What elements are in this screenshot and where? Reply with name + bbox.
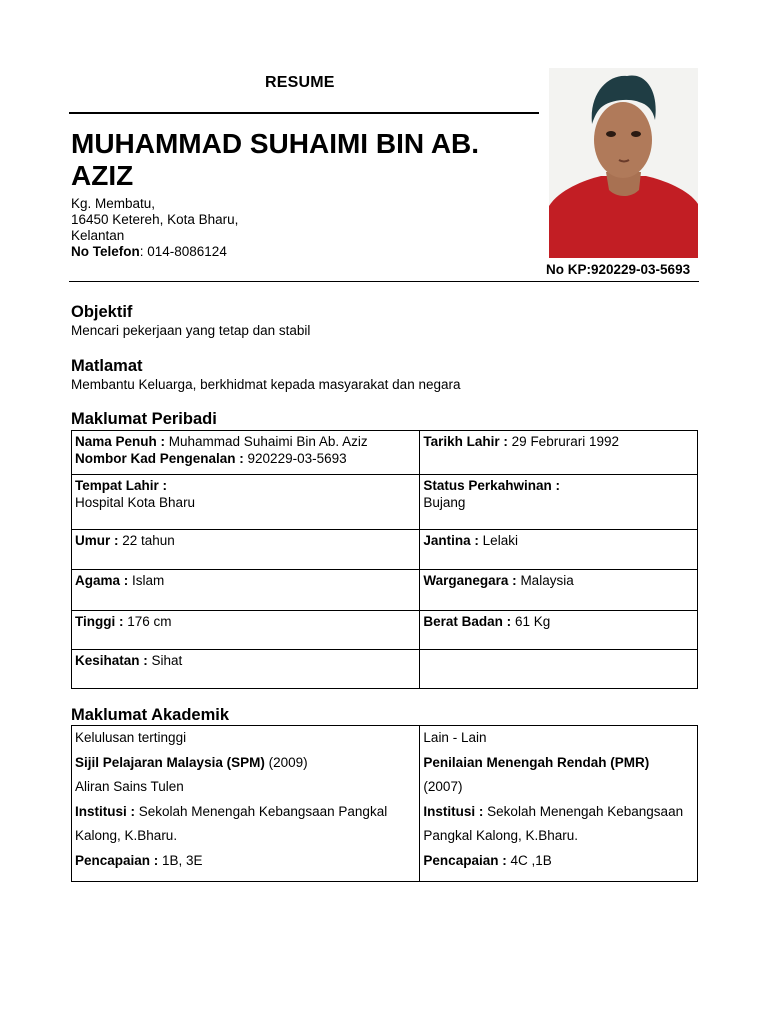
table-cell <box>72 431 420 475</box>
matlamat-heading: Matlamat <box>71 357 143 375</box>
agama-label: Agama : <box>75 573 129 588</box>
table-cell <box>420 611 698 650</box>
tempat-value: Hospital Kota Bharu <box>75 495 196 510</box>
pmr-result-label: Pencapaian : <box>423 852 507 868</box>
jantina-label: Jantina : <box>423 533 479 548</box>
peribadi-heading: Maklumat Peribadi <box>71 410 217 428</box>
tempat-label: Tempat Lahir : <box>75 478 168 493</box>
table-row <box>72 570 698 611</box>
pmr-result-value: 4C ,1B <box>506 852 552 868</box>
spm-inst-label: Institusi : <box>75 803 135 819</box>
pmr-inst-label: Institusi : <box>423 803 484 819</box>
table-cell <box>420 431 698 475</box>
section-divider <box>69 281 699 282</box>
table-row <box>72 475 698 530</box>
phone-line <box>71 244 238 260</box>
highest-header: Kelulusan tertinggi <box>75 730 187 745</box>
address-line-3: Kelantan <box>71 228 125 243</box>
objektif-text: Mencari pekerjaan yang tetap dan stabil <box>71 323 311 338</box>
document-title: RESUME <box>265 74 335 91</box>
name-line-2: AZIZ <box>71 160 134 191</box>
table-cell <box>72 475 420 530</box>
agama-value: Islam <box>128 573 165 588</box>
nama-label: Nama Penuh : <box>75 434 166 449</box>
tarikh-value: 29 Februrari 1992 <box>507 434 619 449</box>
table-cell <box>72 570 420 611</box>
table-row <box>72 530 698 570</box>
nama-value: Muhammad Suhaimi Bin Ab. Aziz <box>165 434 368 449</box>
matlamat-text: Membantu Keluarga, berkhidmat kepada masyarakat dan negara <box>71 377 461 392</box>
jantina-value: Lelaki <box>478 533 518 548</box>
other-header: Lain - Lain <box>423 730 487 745</box>
id-number-caption: No KP:920229-03-5693 <box>546 262 691 277</box>
pmr-year: (2007) <box>423 779 463 794</box>
name-line-1: MUHAMMAD SUHAIMI BIN AB. <box>71 128 480 159</box>
spm-stream: Aliran Sains Tulen <box>75 779 184 794</box>
table-row <box>72 431 698 475</box>
objektif-heading: Objektif <box>71 303 133 321</box>
table-cell <box>420 475 698 530</box>
address-line-1: Kg. Membatu, <box>71 196 156 211</box>
status-label: Status Perkahwinan : <box>423 478 560 493</box>
pmr-inst-value-2: Pangkal Kalong, K.Bharu. <box>423 828 579 843</box>
portrait-illustration <box>549 68 698 258</box>
academic-table <box>71 725 698 882</box>
kesihatan-value: Sihat <box>147 653 183 668</box>
berat-label: Berat Badan : <box>423 614 512 629</box>
spm-inst-value-2: Kalong, K.Bharu. <box>75 828 178 843</box>
spm-result-value: 1B, 3E <box>158 852 203 868</box>
tinggi-label: Tinggi : <box>75 614 124 629</box>
applicant-photo <box>549 68 698 258</box>
phone-label: No Telefon <box>71 244 140 259</box>
spm-inst-value: Sekolah Menengah Kebangsaan Pangkal <box>135 803 388 819</box>
table-cell <box>72 650 420 689</box>
spm-result-label: Pencapaian : <box>75 852 159 868</box>
umur-label: Umur : <box>75 533 119 548</box>
address-line-2: 16450 Ketereh, Kota Bharu, <box>71 212 239 227</box>
table-row <box>72 650 698 689</box>
umur-value: 22 tahun <box>118 533 175 548</box>
status-value: Bujang <box>423 495 466 510</box>
table-row <box>72 726 698 882</box>
table-cell <box>72 530 420 570</box>
header-divider <box>69 112 539 114</box>
tarikh-label: Tarikh Lahir : <box>423 434 508 449</box>
table-cell <box>420 570 698 611</box>
warga-value: Malaysia <box>516 573 574 588</box>
empty-cell <box>420 650 698 689</box>
phone-value: : 014-8086124 <box>139 244 227 259</box>
face-shape <box>594 102 652 178</box>
table-cell <box>420 530 698 570</box>
spm-qualification: Sijil Pelajaran Malaysia (SPM) <box>75 754 265 770</box>
berat-value: 61 Kg <box>511 614 551 629</box>
table-cell-highest <box>72 726 420 882</box>
akademik-heading: Maklumat Akademik <box>71 706 230 724</box>
personal-info-table <box>71 430 698 689</box>
contact-address <box>71 196 238 260</box>
warga-label: Warganegara : <box>423 573 517 588</box>
kesihatan-label: Kesihatan : <box>75 653 148 668</box>
applicant-name <box>71 128 541 192</box>
table-cell-other <box>420 726 698 882</box>
tinggi-value: 176 cm <box>123 614 172 629</box>
pmr-qualification: Penilaian Menengah Rendah (PMR) <box>423 754 650 770</box>
pmr-inst-value: Sekolah Menengah Kebangsaan <box>483 803 684 819</box>
spm-year: (2009) <box>264 754 308 770</box>
table-cell <box>72 611 420 650</box>
nokp-value: 920229-03-5693 <box>243 451 347 466</box>
nokp-label: Nombor Kad Pengenalan : <box>75 451 244 466</box>
table-row <box>72 611 698 650</box>
